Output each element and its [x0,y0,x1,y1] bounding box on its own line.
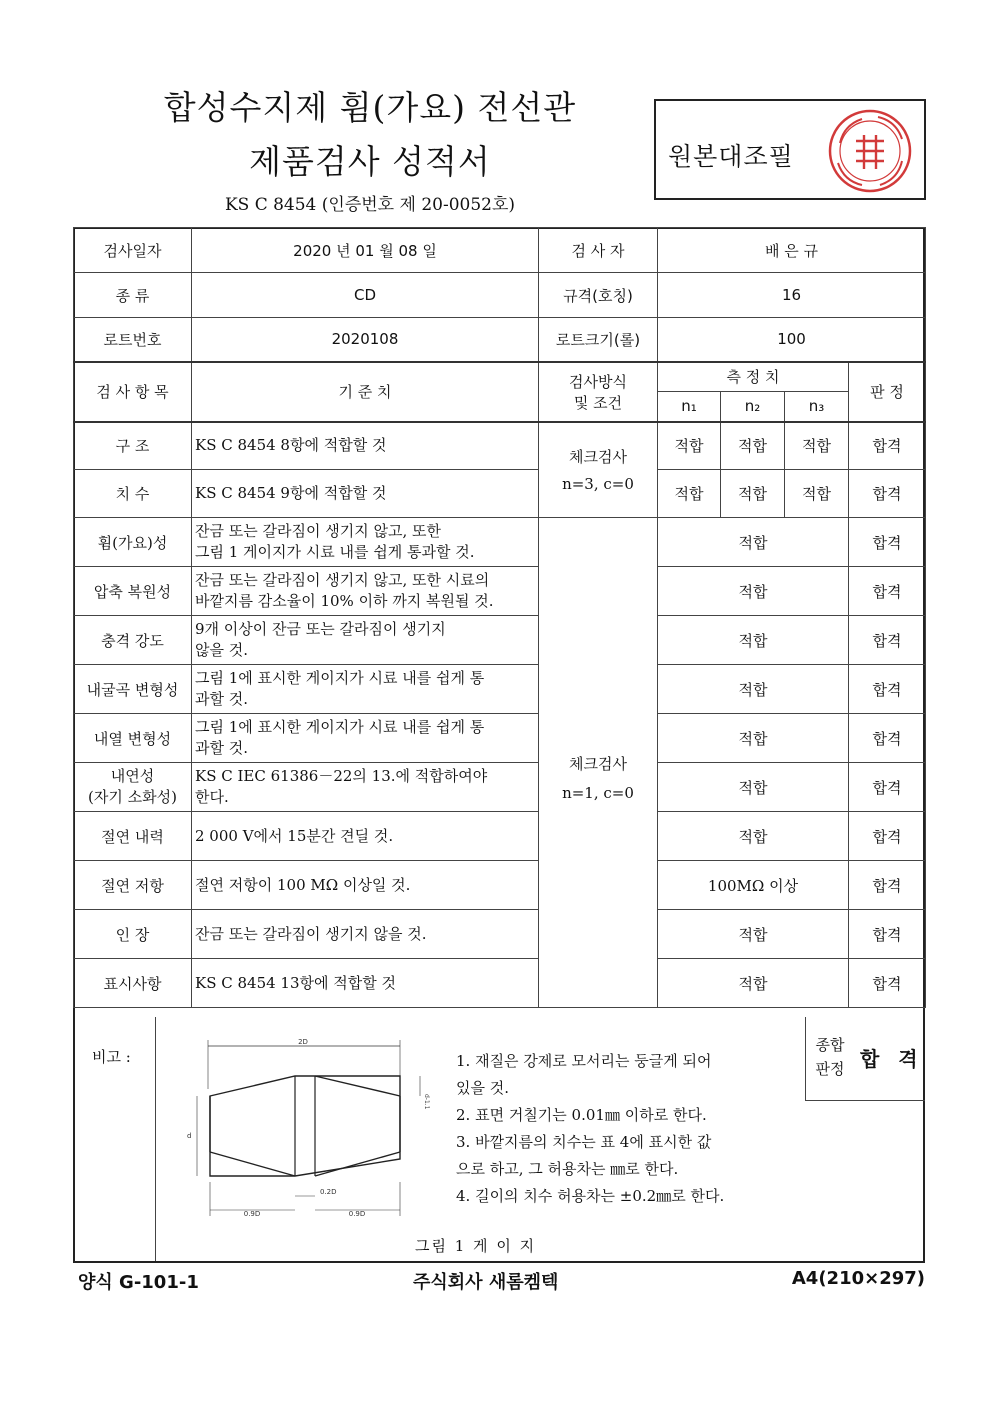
criteria-heat-deformation [192,714,539,763]
result-dimension-n3: 적합 [785,470,849,518]
method-group1 [539,422,658,518]
judge-flexibility: 합격 [849,518,926,567]
header-method-line1: 검사방식 [569,372,627,391]
overall-verdict-value: 합 격 [860,1047,924,1071]
method-group2-line2: n=1, c=0 [562,784,634,802]
judge-impact: 합격 [849,616,926,665]
item-heat-deformation: 내열 변형성 [74,714,192,763]
item-flame-line2: (자기 소화성) [88,788,177,806]
lot-label: 로트번호 [74,318,192,362]
item-bend-deformation: 내굴곡 변형성 [74,665,192,714]
result-heat-deformation: 적합 [658,714,849,763]
note-line: 있을 것. [456,1079,510,1097]
note-line: 2. 표면 거칠기는 0.01㎜ 이하로 한다. [456,1106,707,1124]
result-structure-n2: 적합 [721,422,785,470]
remark-divider [155,1017,156,1261]
item-dimension: 치 수 [74,470,192,518]
company-seal-icon [826,107,914,195]
note-line: 으로 하고, 그 허용차는 ㎜로 한다. [456,1160,679,1178]
criteria-flame-line2: 한다. [195,788,229,806]
judge-dimension: 합격 [849,470,926,518]
criteria-flexibility-line2: 그림 1 게이지가 시료 내를 쉽게 통과할 것. [195,543,475,561]
date-value: 2020 년 01 월 08 일 [192,228,539,273]
header-n2: n₂ [721,392,785,422]
header-criteria: 기 준 치 [192,362,539,422]
header-item: 검 사 항 목 [74,362,192,422]
judge-tensile: 합격 [849,910,926,959]
result-flexibility: 적합 [658,518,849,567]
judge-flame-resistance: 합격 [849,763,926,812]
judge-heat-deformation: 합격 [849,714,926,763]
remark-label: 비고 : [92,1048,131,1066]
type-value: CD [192,273,539,318]
method-group1-line1: 체크검사 [569,448,627,467]
inspector-value: 배 은 규 [658,228,926,273]
criteria-compression-line2: 바깥지름 감소율이 10% 이하 까지 복원될 것. [195,592,494,610]
criteria-compression-line1: 잔금 또는 갈라짐이 생기지 않고, 또한 시료의 [195,571,490,589]
criteria-tensile: 잔금 또는 갈라짐이 생기지 않을 것. [192,910,539,959]
item-compression: 압축 복원성 [74,567,192,616]
criteria-flexibility [192,518,539,567]
fig-label-09d-left: 0.9D [243,1210,261,1218]
judge-marking: 합격 [849,959,926,1008]
criteria-flame-resistance [192,763,539,812]
criteria-bend-line1: 그림 1에 표시한 게이지가 시료 내를 쉽게 통 [195,669,485,687]
judge-bend-deformation: 합격 [849,665,926,714]
judge-structure: 합격 [849,422,926,470]
company-name: 주식회사 새롬켐텍 [413,1272,559,1293]
item-structure: 구 조 [74,422,192,470]
result-tensile: 적합 [658,910,849,959]
fig-label-09d-right: 0.9D [348,1210,366,1218]
type-label: 종 류 [74,273,192,318]
spec-label: 규격(호칭) [539,273,658,318]
figure-caption: 그림 1 게 이 지 [415,1237,537,1255]
lot-value: 2020108 [192,318,539,362]
lotsize-value: 100 [658,318,926,362]
result-structure-n3: 적합 [785,422,849,470]
criteria-heat-line2: 과할 것. [195,739,249,757]
criteria-dielectric-strength: 2 000 V에서 15분간 견딜 것. [192,812,539,861]
criteria-dimension: KS C 8454 9항에 적합할 것 [192,470,539,518]
item-flexibility: 휨(가요)성 [74,518,192,567]
document-title-line2: 제품검사 성적서 [249,142,491,181]
item-insulation-resistance: 절연 저항 [74,861,192,910]
result-dielectric-strength: 적합 [658,812,849,861]
result-insulation-resistance: 100MΩ 이상 [658,861,849,910]
fig-label-side: d-1.1 [423,1094,430,1110]
item-impact: 충격 강도 [74,616,192,665]
item-flame-line1: 내연성 [110,767,155,785]
form-number: 양식 G-101-1 [78,1272,199,1293]
header-n3: n₃ [785,392,849,422]
note-line: 4. 길이의 치수 허용차는 ±0.2㎜로 한다. [456,1187,725,1205]
header-method [539,362,658,422]
overall-verdict-label [812,1033,848,1081]
result-impact: 적합 [658,616,849,665]
item-dielectric-strength: 절연 내력 [74,812,192,861]
item-tensile: 인 장 [74,910,192,959]
criteria-flame-line1: KS C IEC 61386－22의 13.에 적합하여야 [195,767,488,785]
date-label: 검사일자 [74,228,192,273]
criteria-impact-line2: 않을 것. [195,641,249,659]
note-line: 3. 바깥지름의 치수는 표 4에 표시한 값 [456,1133,712,1151]
judge-insulation-resistance: 합격 [849,861,926,910]
result-dimension-n2: 적합 [721,470,785,518]
criteria-heat-line1: 그림 1에 표시한 게이지가 시료 내를 쉽게 통 [195,718,485,736]
judge-dielectric-strength: 합격 [849,812,926,861]
header-measure: 측 정 치 [658,362,849,392]
item-marking: 표시사항 [74,959,192,1008]
inspection-table [73,227,926,1008]
method-group2-line1: 체크검사 [569,755,627,773]
paper-size: A4(210×297) [791,1268,925,1289]
gauge-figure-icon [175,1034,435,1224]
result-flame-resistance: 적합 [658,763,849,812]
result-structure-n1: 적합 [658,422,721,470]
criteria-structure: KS C 8454 8항에 적합할 것 [192,422,539,470]
spec-value: 16 [658,273,926,318]
criteria-bend-line2: 과할 것. [195,690,249,708]
document-subtitle: KS C 8454 (인증번호 제 20-0052호) [224,195,516,215]
criteria-impact-line1: 9개 이상이 잔금 또는 갈라짐이 생기지 [195,620,446,638]
judge-compression: 합격 [849,567,926,616]
original-verified-label: 원본대조필 [668,142,794,171]
item-flame-resistance [74,763,192,812]
verdict-label-line2: 판정 [815,1060,845,1078]
criteria-flexibility-line1: 잔금 또는 갈라짐이 생기지 않고, 또한 [195,522,441,540]
method-group2 [539,518,658,1008]
remark-notes [456,1048,724,1210]
lotsize-label: 로트크기(롤) [539,318,658,362]
criteria-insulation-resistance: 절연 저항이 100 MΩ 이상일 것. [192,861,539,910]
fig-label-2d: 2D [298,1038,308,1046]
note-line: 1. 재질은 강제로 모서리는 둥글게 되어 [456,1052,712,1070]
result-compression: 적합 [658,567,849,616]
method-group1-line2: n=3, c=0 [562,475,634,494]
header-judge: 판 정 [849,362,926,422]
criteria-bend-deformation [192,665,539,714]
verdict-label-line1: 종합 [815,1036,845,1054]
header-n1: n₁ [658,392,721,422]
inspector-label: 검 사 자 [539,228,658,273]
criteria-impact [192,616,539,665]
original-verified-box [654,99,926,200]
header-method-line2: 및 조건 [573,393,623,412]
result-marking: 적합 [658,959,849,1008]
overall-verdict-box [805,1017,925,1101]
document-title-line1: 합성수지제 휨(가요) 전선관 [163,88,577,127]
criteria-compression [192,567,539,616]
criteria-marking: KS C 8454 13항에 적합할 것 [192,959,539,1008]
result-bend-deformation: 적합 [658,665,849,714]
fig-label-02d: 0.2D [320,1188,337,1196]
result-dimension-n1: 적합 [658,470,721,518]
fig-label-d: d [187,1132,192,1140]
